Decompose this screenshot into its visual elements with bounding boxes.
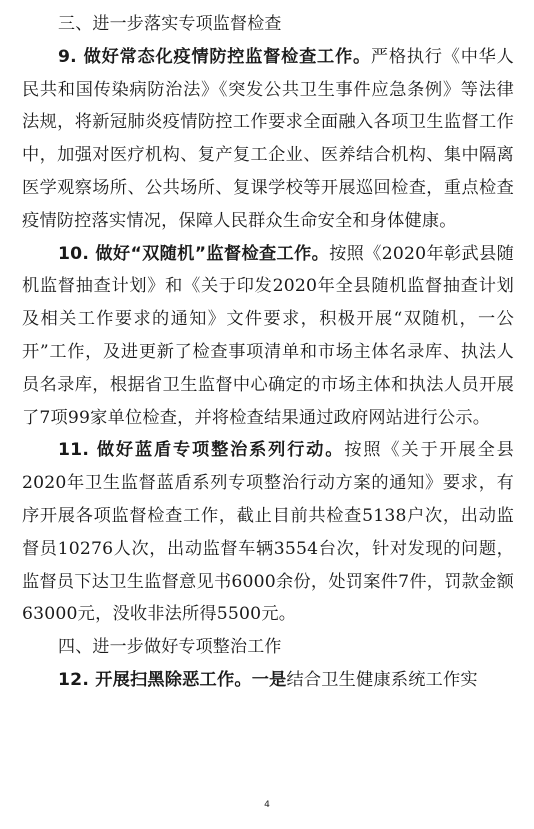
item-11-lead: 11. 做好蓝盾专项整治系列行动。 <box>58 440 345 461</box>
item-12-emphasis: 一是 <box>251 669 287 690</box>
item-12-lead: 12. 开展扫黑除恶工作。 <box>58 669 252 690</box>
document-body <box>22 8 514 697</box>
item-12-body: 结合卫生健康系统工作实 <box>286 669 478 690</box>
paragraph-item-11 <box>22 434 514 631</box>
item-10-body: 按照《2020年彰武县随机监督抽查计划》和《关于印发2020年全县随机监督抽查计划及相关工作要求的通知》文件要求，积极开展“双随机，一公开”工作，及进更新了检查事项清单和市场主体名录库、执法人员名录库，根据省卫生监督中心确定的市场主体和执法人员开展了7项99家单位检查，并将检查结果通过政府网站进行公示。 <box>22 243 514 428</box>
item-11-body: 按照《关于开展全县2020年卫生监督蓝盾系列专项整治行动方案的通知》要求，有序开展各项监督检查工作，截止目前共检查5138户次，出动监督员10276人次，出动监督车辆3554台次，针对发现的问题，监督员下达卫生监督意见书6000余份，处罚案件7件，罚款金额63000元，没收非法所得5500元。 <box>22 440 514 625</box>
page-number: 4 <box>264 800 270 810</box>
item-10-lead: 10. 做好“双随机”监督检查工作。 <box>58 243 330 264</box>
paragraph-item-9 <box>22 41 514 238</box>
item-9-lead: 9. 做好常态化疫情防控监督检查工作。 <box>58 46 371 67</box>
item-9-body: 严格执行《中华人民共和国传染病防治法》《突发公共卫生事件应急条例》等法律法规，将新冠肺炎疫情防控工作要求全面融入各项卫生监督工作中，加强对医疗机构、复产复工企业、医养结合机构、集中隔离医学观察场所、公共场所、复课学校等开展巡回检查，重点检查疫情防控落实情况，保障人民群众生命安全和身体健康。 <box>22 46 514 231</box>
paragraph-item-10 <box>22 238 514 435</box>
section-heading-4: 四、进一步做好专项整治工作 <box>58 637 282 658</box>
paragraph-item-12 <box>22 664 514 697</box>
section-heading-3: 三、进一步落实专项监督检查 <box>58 14 282 34</box>
